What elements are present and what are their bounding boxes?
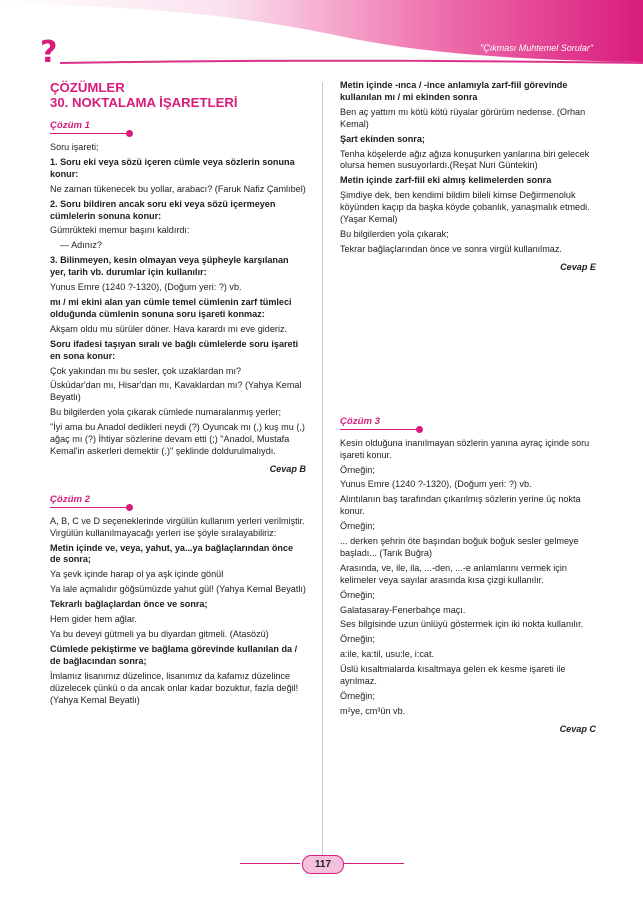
example: Yunus Emre (1240 ?-1320), (Doğum yeri: ?) vb. (50, 282, 242, 293)
rule-heading: Metin içinde zarf-fiil eki almış kelimelerden sonra (340, 175, 552, 186)
example: Ben aç yattım mı kötü kötü rüyalar görürüm nedense. (Orhan Kemal) (340, 106, 586, 129)
example: ... derken şehrin öte başından boğuk boğuk sesler gelmeye başladı... (Tarık Buğra) (340, 536, 579, 558)
heading-underline (340, 429, 418, 430)
answer-label: Cevap E (560, 261, 596, 272)
paragraph: Ses bilgisinde uzun ünlüyü göstermek için iki nokta kullanılır. (340, 619, 584, 630)
example: — Adınız? (60, 240, 102, 251)
heading-dot-icon (126, 504, 133, 511)
rule-heading: 1. Soru eki veya sözü içeren cümle veya sözlerin sonuna konur: (50, 156, 295, 179)
example-label: Örneğin; (340, 634, 375, 645)
example: Çok yakından mı bu sesler, çok uzaklardan mı? (50, 365, 242, 376)
topic-title: 30. NOKTALAMA İŞARETLERİ (50, 95, 238, 110)
right-column (340, 80, 596, 739)
answer-label: Cevap C (559, 723, 596, 734)
paragraph: Kesin olduğuna inanılmayan sözlerin yanına ayraç içinde soru işareti konur. (340, 437, 590, 460)
example: Üsküdar'dan mı, Hisar'dan mı, Kavaklardan mı? (Yahya Kemal Beyatlı) (50, 380, 302, 403)
example: Ya lale açmalıdır göğsümüzde yahut gül! (Yahya Kemal Beyatlı) (50, 584, 306, 595)
example-label: Örneğin; (340, 521, 375, 532)
example-label: Örneğin; (340, 691, 375, 701)
solution-1-label: Çözüm 1 (50, 120, 90, 131)
footer-rule-left (240, 863, 300, 864)
paragraph: Bu bilgilerden yola çıkarak cümlede numaralanmış yerler; (50, 407, 281, 418)
example: Ya şevk içinde harap ol ya aşk içinde gönül (50, 569, 224, 580)
paragraph: A, B, C ve D seçeneklerinde virgülün kullanım yerleri verilmiştir. Virgülün kullanılmayacağı yerleri ise şöyle sıralayabiliriz: (50, 515, 305, 538)
rule-heading: Cümlede pekiştirme ve bağlama görevinde kullanılan da / de bağlacından sonra; (50, 643, 298, 666)
solution-3-label: Çözüm 3 (340, 415, 380, 427)
page-number: 117 (302, 855, 344, 874)
example-label: Örneğin; (340, 589, 375, 600)
brand-label: "Çıkması Muhtemel Sorular" (480, 43, 593, 53)
rule-heading: Şart ekinden sonra; (340, 133, 425, 144)
example: Gümrükteki memur başını kaldırdı: (50, 225, 190, 236)
paragraph: Soru işareti; (50, 142, 99, 152)
heading-dot-icon (126, 130, 133, 137)
rule-heading: Metin içinde ve, veya, yahut, ya...ya bağlaçlarından önce de sonra; (50, 542, 294, 565)
solution-2-label: Çözüm 2 (50, 493, 90, 505)
paragraph: Üslü kısaltmalarda kısaltmaya gelen ek kesme işareti ile ayrılmaz. (340, 664, 566, 687)
paragraph: Tekrar bağlaçlarından önce ve sonra virgül kullanılmaz. (340, 243, 562, 254)
example: Tenha köşelerde ağız ağıza konuşurken yanlarına biri gelecek olursa hemen susuyorlardı.(Reşat Nuri Güntekin) (340, 148, 590, 171)
heading-underline (50, 507, 128, 508)
header-band (0, 0, 643, 80)
column-divider (322, 82, 323, 862)
page-footer (0, 855, 643, 873)
rule-heading: 2. Soru bildiren ancak soru eki veya sözü içermeyen cümlelerin sonuna konur: (50, 198, 276, 221)
heading-dot-icon (416, 426, 423, 433)
example-label: Örneğin; (340, 464, 375, 475)
solution-1-heading (50, 120, 306, 138)
rule-heading: Soru ifadesi taşıyan sıralı ve bağlı cümlelerde soru işareti en sona konur: (50, 338, 299, 361)
example: İmlamız lisanımız düzelince, lisanımız da kafamız düzelince düzelecek çünkü o da ancak onlar kadar bozuktur, fazla değil! (Yahya Kemal Beyatlı) (50, 670, 299, 705)
header-gradient (0, 0, 643, 80)
rule-heading: 3. Bilinmeyen, kesin olmayan veya şüpheyle karşılanan yer, tarih vb. durumlar için kullanılır: (50, 255, 289, 278)
answer-label: Cevap B (269, 463, 306, 474)
left-column (50, 80, 306, 709)
rule-heading: Tekrarlı bağlaçlardan önce ve sonra; (50, 599, 208, 610)
example: m²ye, cm³ün vb. (340, 705, 406, 716)
example: Galatasaray-Fenerbahçe maçı. (340, 604, 466, 615)
example: Ya bu deveyi gütmeli ya bu diyardan gitmeli. (Atasözü) (50, 629, 269, 639)
paragraph: Arasında, ve, ile, ila, ...-den, ...-e anlamlarını vermek için kelimeler veya sayılar arasında kısa çizgi kullanılır. (340, 562, 567, 585)
footer-rule-right (344, 863, 404, 864)
paragraph: "İyi ama bu Anadol dedikleri neydi (?) Oyuncak mı (,) kuş mu (,) ağaç mı (?) İhtiyar sözlerine devam etti (;) "Anadol, Mustafa Kemal'in askerleri demektir (.)" şeklinde doldurulmalıydı. (50, 422, 305, 456)
example: Yunus Emre (1240 ?-1320), (Doğum yeri: ?) vb. (340, 479, 532, 490)
example: Akşam oldu mu sürüler döner. Hava karardı mı eve gideriz. (50, 323, 288, 334)
rule-heading: Metin içinde -ınca / -ince anlamıyla zarf-fiil görevinde kullanılan mı / mi ekinden sonra (340, 80, 568, 102)
example: Şimdiye dek, ben kendimi bildim bileli kimse Değirmenoluk köyünden kaçıp da başka köyde çobanlık, yanaşmalık etmedi. (Yaşar Kemal) (340, 190, 590, 225)
section-title: ÇÖZÜMLER (50, 80, 125, 95)
solution-2-heading (50, 494, 306, 512)
example: Ne zaman tükenecek bu yollar, arabacı? (Faruk Nafiz Çamlıbel) (50, 183, 306, 194)
paragraph: Alıntılanın baş tarafından çıkarılmış sözlerin yerine üç nokta konur. (340, 494, 581, 517)
question-mark-icon: ? (40, 35, 58, 70)
rule-heading: mı / mi ekini alan yan cümle temel cümlenin zarf tümleci olduğunda cümlenin sonuna soru işareti konmaz: (50, 296, 292, 319)
example: Hem gider hem ağlar. (50, 614, 137, 625)
solution-3-heading (340, 416, 596, 434)
heading-underline (50, 133, 128, 134)
paragraph: Bu bilgilerden yola çıkarak; (340, 228, 449, 239)
example: a:ile, ka:til, usu:le, i:cat. (340, 649, 435, 660)
